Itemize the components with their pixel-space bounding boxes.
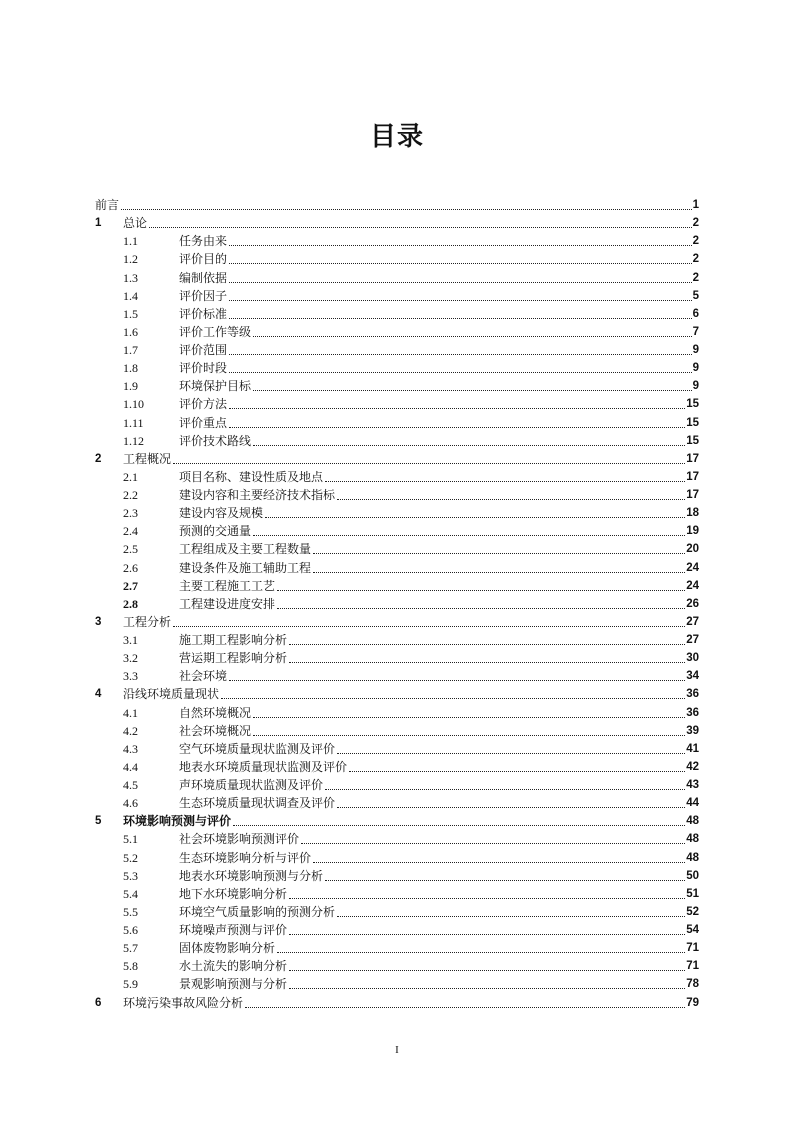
dot-leader [277, 590, 685, 591]
toc-entry-line [179, 740, 699, 758]
toc-subsection-number: 1.7 [123, 343, 138, 358]
toc-entry-title: 施工期工程影响分析 [179, 633, 288, 648]
toc-entry-title: 工程建设进度安排 [179, 596, 276, 611]
toc-entry-title: 自然环境概况 [179, 705, 252, 720]
dot-leader [337, 499, 685, 500]
toc-entry-title: 建设条件及施工辅助工程 [179, 560, 312, 575]
dot-leader [289, 988, 685, 989]
toc-entry-line [179, 939, 699, 957]
toc-entry-title: 社会环境 [179, 669, 228, 684]
dot-leader [253, 717, 685, 718]
toc-subsection-number: 4.6 [123, 796, 138, 811]
toc-subsection-number: 2.4 [123, 524, 138, 539]
toc-subsection-number: 2.6 [123, 560, 138, 575]
toc-subsection-number: 3.3 [123, 669, 138, 684]
toc-entry-line [179, 232, 699, 250]
toc-subsection-number: 5.8 [123, 959, 138, 974]
toc-entry-line [123, 214, 699, 232]
toc-section-entry[interactable] [95, 812, 699, 830]
dot-leader [313, 572, 685, 573]
toc-subsection-number: 2.1 [123, 469, 138, 484]
toc-entry-line [179, 830, 699, 848]
dot-leader [229, 372, 692, 373]
dot-leader [313, 553, 685, 554]
toc-subsection-entry[interactable] [95, 849, 699, 867]
toc-subsection-number: 1.8 [123, 361, 138, 376]
toc-entry-line [179, 667, 699, 685]
dot-leader [349, 771, 685, 772]
toc-page-number: 71 [686, 960, 699, 973]
toc-subsection-entry[interactable] [95, 504, 699, 522]
toc-entry-title: 环境影响预测与评价 [123, 814, 232, 829]
toc-entry-line [95, 196, 699, 214]
toc-page-number: 39 [686, 724, 699, 737]
toc-page-number: 78 [686, 978, 699, 991]
toc-subsection-entry[interactable] [95, 830, 699, 848]
toc-subsection-number: 5.6 [123, 923, 138, 938]
toc-subsection-number: 1.4 [123, 288, 138, 303]
toc-subsection-entry[interactable] [95, 232, 699, 250]
toc-entry-line [179, 921, 699, 939]
toc-page-number: 30 [686, 652, 699, 665]
toc-entry-line [179, 758, 699, 776]
dot-leader [289, 934, 685, 935]
table-of-contents [95, 196, 699, 1012]
dot-leader [253, 336, 692, 337]
toc-page-number: 9 [692, 344, 699, 357]
dot-leader [313, 862, 685, 863]
toc-subsection-number: 4.4 [123, 759, 138, 774]
toc-page-number: 27 [686, 615, 699, 628]
toc-entry-line [179, 504, 699, 522]
toc-page-number: 41 [686, 742, 699, 755]
toc-entry-title: 评价因子 [179, 288, 228, 303]
toc-entry-title: 地表水环境影响预测与分析 [179, 868, 324, 883]
toc-subsection-number: 1.10 [123, 397, 144, 412]
toc-subsection-entry[interactable] [95, 486, 699, 504]
toc-subsection-number: 3.2 [123, 651, 138, 666]
toc-subsection-entry[interactable] [95, 649, 699, 667]
toc-subsection-entry[interactable] [95, 758, 699, 776]
toc-subsection-entry[interactable] [95, 631, 699, 649]
toc-entry-title: 评价工作等级 [179, 324, 252, 339]
toc-entry-line [179, 559, 699, 577]
dot-leader [325, 789, 685, 790]
toc-page-number: 15 [686, 434, 699, 447]
toc-page-number: 44 [686, 797, 699, 810]
toc-entry-line [179, 305, 699, 323]
toc-subsection-entry[interactable] [95, 885, 699, 903]
toc-entry-title: 营运期工程影响分析 [179, 651, 288, 666]
toc-subsection-entry[interactable] [95, 359, 699, 377]
toc-subsection-number: 1.5 [123, 306, 138, 321]
dot-leader [325, 880, 685, 881]
toc-subsection-number: 2.8 [123, 596, 138, 611]
toc-subsection-number: 5.1 [123, 832, 138, 847]
toc-entry-line [179, 486, 699, 504]
dot-leader [337, 916, 685, 917]
toc-subsection-entry[interactable] [95, 667, 699, 685]
toc-entry-title: 评价重点 [179, 415, 228, 430]
toc-entry-line [179, 414, 699, 432]
toc-subsection-entry[interactable] [95, 341, 699, 359]
toc-entry-line [179, 522, 699, 540]
toc-page-number: 71 [686, 942, 699, 955]
toc-entry-line [179, 468, 699, 486]
toc-page-number: 42 [686, 760, 699, 773]
toc-entry-line [123, 450, 699, 468]
toc-page-number: 6 [692, 307, 699, 320]
toc-entry-line [179, 323, 699, 341]
toc-subsection-number: 5.5 [123, 904, 138, 919]
toc-entry-title: 景观影响预测与分析 [179, 977, 288, 992]
dot-leader [265, 517, 685, 518]
toc-entry-title: 生态环境影响分析与评价 [179, 850, 312, 865]
dot-leader [233, 825, 685, 826]
toc-subsection-number: 4.3 [123, 741, 138, 756]
dot-leader [173, 626, 685, 627]
toc-subsection-number: 4.2 [123, 723, 138, 738]
toc-entry-title: 社会环境概况 [179, 723, 252, 738]
toc-entry-title: 评价时段 [179, 361, 228, 376]
dot-leader [277, 952, 685, 953]
toc-subsection-entry[interactable] [95, 269, 699, 287]
toc-entry-title: 项目名称、建设性质及地点 [179, 469, 324, 484]
toc-page-number: 34 [686, 670, 699, 683]
toc-subsection-entry[interactable] [95, 740, 699, 758]
toc-entry-title: 社会环境影响预测评价 [179, 832, 300, 847]
dot-leader [277, 608, 685, 609]
toc-entry-line [179, 250, 699, 268]
toc-page-number: 17 [686, 452, 699, 465]
toc-subsection-entry[interactable] [95, 468, 699, 486]
toc-page-number: 20 [686, 543, 699, 556]
toc-subsection-entry[interactable] [95, 414, 699, 432]
dot-leader [173, 463, 685, 464]
dot-leader [229, 282, 692, 283]
toc-entry-title: 评价范围 [179, 343, 228, 358]
page-title: 目录 [369, 122, 424, 152]
toc-entry-title: 编制依据 [179, 270, 228, 285]
toc-entry-title: 评价方法 [179, 397, 228, 412]
toc-subsection-number: 1.12 [123, 433, 144, 448]
toc-page-number: 24 [686, 579, 699, 592]
toc-subsection-number: 1.1 [123, 234, 138, 249]
dot-leader [229, 427, 685, 428]
toc-section-number: 6 [95, 996, 102, 1009]
toc-page-number: 15 [686, 398, 699, 411]
toc-entry-title: 沿线环境质量现状 [123, 687, 220, 702]
toc-subsection-entry[interactable] [95, 939, 699, 957]
toc-entry-line [179, 957, 699, 975]
toc-page-number: 18 [686, 507, 699, 520]
toc-section-number: 3 [95, 615, 102, 628]
dot-leader [253, 390, 692, 391]
toc-page-number: 24 [686, 561, 699, 574]
toc-entry-title: 地表水环境质量现状监测及评价 [179, 759, 348, 774]
page-number-footer: I [395, 1044, 399, 1056]
toc-entry-title: 工程分析 [123, 614, 172, 629]
dot-leader [325, 481, 685, 482]
toc-subsection-number: 1.6 [123, 324, 138, 339]
toc-subsection-number: 1.3 [123, 270, 138, 285]
toc-entry-line [179, 849, 699, 867]
toc-subsection-number: 5.4 [123, 886, 138, 901]
toc-page-number: 17 [686, 470, 699, 483]
toc-page-number: 15 [686, 416, 699, 429]
toc-entry-line [179, 704, 699, 722]
toc-entry-line [179, 577, 699, 595]
toc-subsection-number: 1.11 [123, 415, 144, 430]
toc-entry-line [123, 685, 699, 703]
toc-preface-entry[interactable] [95, 196, 699, 214]
dot-leader [149, 227, 692, 228]
toc-subsection-entry[interactable] [95, 595, 699, 613]
toc-section-entry[interactable] [95, 450, 699, 468]
toc-entry-line [179, 595, 699, 613]
toc-subsection-number: 5.7 [123, 941, 138, 956]
toc-entry-title: 建设内容及规模 [179, 506, 264, 521]
dot-leader [289, 662, 685, 663]
toc-section-entry[interactable] [95, 214, 699, 232]
toc-subsection-entry[interactable] [95, 903, 699, 921]
toc-subsection-number: 2.7 [123, 578, 138, 593]
toc-entry-line [179, 359, 699, 377]
toc-subsection-entry[interactable] [95, 776, 699, 794]
toc-section-number: 4 [95, 688, 102, 701]
toc-subsection-entry[interactable] [95, 559, 699, 577]
toc-subsection-entry[interactable] [95, 867, 699, 885]
toc-entry-line [179, 432, 699, 450]
toc-subsection-entry[interactable] [95, 432, 699, 450]
toc-page-number: 48 [686, 833, 699, 846]
toc-entry-line [179, 975, 699, 993]
toc-subsection-entry[interactable] [95, 957, 699, 975]
toc-subsection-number: 4.1 [123, 705, 138, 720]
toc-entry-line [179, 287, 699, 305]
toc-subsection-entry[interactable] [95, 323, 699, 341]
toc-entry-title: 工程概况 [123, 451, 172, 466]
toc-page-number: 1 [692, 199, 699, 212]
toc-subsection-entry[interactable] [95, 722, 699, 740]
toc-subsection-entry[interactable] [95, 540, 699, 558]
dot-leader [245, 1007, 685, 1008]
toc-entry-title: 固体废物影响分析 [179, 941, 276, 956]
toc-section-entry[interactable] [95, 994, 699, 1012]
dot-leader [121, 209, 692, 210]
toc-entry-title: 预测的交通量 [179, 524, 252, 539]
toc-entry-title: 总论 [123, 216, 148, 231]
dot-leader [229, 408, 685, 409]
toc-entry-line [179, 540, 699, 558]
toc-subsection-number: 5.2 [123, 850, 138, 865]
toc-subsection-number: 5.3 [123, 868, 138, 883]
dot-leader [253, 445, 685, 446]
toc-subsection-entry[interactable] [95, 522, 699, 540]
dot-leader [301, 843, 685, 844]
toc-section-number: 5 [95, 815, 102, 828]
toc-entry-title: 环境污染事故风险分析 [123, 995, 244, 1010]
toc-entry-title: 评价目的 [179, 252, 228, 267]
toc-subsection-entry[interactable] [95, 395, 699, 413]
toc-subsection-entry[interactable] [95, 287, 699, 305]
toc-page-number: 52 [686, 905, 699, 918]
toc-section-entry[interactable] [95, 685, 699, 703]
dot-leader [289, 970, 685, 971]
toc-entry-line [179, 269, 699, 287]
toc-subsection-number: 2.5 [123, 542, 138, 557]
toc-entry-line [179, 649, 699, 667]
dot-leader [229, 300, 692, 301]
toc-entry-title: 工程组成及主要工程数量 [179, 542, 312, 557]
toc-subsection-number: 1.2 [123, 252, 138, 267]
toc-entry-title: 环境噪声预测与评价 [179, 923, 288, 938]
toc-entry-line [179, 631, 699, 649]
toc-page-number: 2 [692, 235, 699, 248]
toc-page-number: 36 [686, 706, 699, 719]
toc-subsection-number: 4.5 [123, 778, 138, 793]
toc-page-number: 5 [692, 289, 699, 302]
toc-entry-line [123, 994, 699, 1012]
toc-section-entry[interactable] [95, 613, 699, 631]
toc-page-number: 48 [686, 815, 699, 828]
toc-entry-title: 环境空气质量影响的预测分析 [179, 904, 336, 919]
toc-entry-title: 声环境质量现状监测及评价 [179, 778, 324, 793]
toc-page-number: 2 [692, 217, 699, 230]
toc-entry-line [179, 794, 699, 812]
dot-leader [289, 644, 685, 645]
toc-subsection-entry[interactable] [95, 577, 699, 595]
toc-page-number: 51 [686, 887, 699, 900]
toc-subsection-number: 1.9 [123, 379, 138, 394]
dot-leader [229, 354, 692, 355]
dot-leader [229, 680, 685, 681]
toc-entry-line [179, 776, 699, 794]
dot-leader [253, 735, 685, 736]
toc-entry-line [179, 395, 699, 413]
toc-entry-title: 环境保护目标 [179, 379, 252, 394]
toc-entry-title: 建设内容和主要经济技术指标 [179, 488, 336, 503]
toc-subsection-number: 2.2 [123, 488, 138, 503]
toc-subsection-entry[interactable] [95, 975, 699, 993]
toc-page-number: 43 [686, 779, 699, 792]
toc-subsection-entry[interactable] [95, 377, 699, 395]
toc-entry-title: 生态环境质量现状调查及评价 [179, 796, 336, 811]
dot-leader [221, 698, 685, 699]
toc-entry-line [123, 613, 699, 631]
toc-entry-title: 主要工程施工工艺 [179, 578, 276, 593]
toc-subsection-entry[interactable] [95, 250, 699, 268]
toc-page-number: 2 [692, 271, 699, 284]
toc-entry-title: 地下水环境影响分析 [179, 886, 288, 901]
toc-page-number: 27 [686, 634, 699, 647]
toc-entry-line [123, 812, 699, 830]
toc-page-number: 2 [692, 253, 699, 266]
toc-entry-title: 评价技术路线 [179, 433, 252, 448]
toc-page-number: 50 [686, 869, 699, 882]
toc-entry-line [179, 722, 699, 740]
toc-entry-title: 空气环境质量现状监测及评价 [179, 741, 336, 756]
dot-leader [229, 245, 692, 246]
toc-subsection-entry[interactable] [95, 794, 699, 812]
toc-page-number: 19 [686, 525, 699, 538]
toc-subsection-number: 3.1 [123, 633, 138, 648]
toc-page-number: 36 [686, 688, 699, 701]
toc-entry-line [179, 377, 699, 395]
toc-page-number: 7 [692, 325, 699, 338]
toc-page-number: 9 [692, 362, 699, 375]
toc-subsection-number: 2.3 [123, 506, 138, 521]
toc-section-number: 2 [95, 452, 102, 465]
toc-entry-line [179, 867, 699, 885]
dot-leader [337, 807, 685, 808]
toc-entry-line [179, 903, 699, 921]
dot-leader [229, 318, 692, 319]
dot-leader [289, 898, 685, 899]
toc-subsection-entry[interactable] [95, 704, 699, 722]
dot-leader [253, 535, 685, 536]
toc-subsection-number: 5.9 [123, 977, 138, 992]
toc-subsection-entry[interactable] [95, 921, 699, 939]
toc-entry-title: 任务由来 [179, 234, 228, 249]
toc-page-number: 48 [686, 851, 699, 864]
toc-entry-title: 水土流失的影响分析 [179, 959, 288, 974]
toc-subsection-entry[interactable] [95, 305, 699, 323]
toc-page-number: 9 [692, 380, 699, 393]
toc-entry-line [179, 341, 699, 359]
toc-page-number: 54 [686, 924, 699, 937]
toc-page-number: 79 [686, 996, 699, 1009]
toc-page-number: 17 [686, 489, 699, 502]
toc-entry-title: 前言 [95, 198, 120, 213]
toc-section-number: 1 [95, 217, 102, 230]
toc-page-number: 26 [686, 597, 699, 610]
dot-leader [337, 753, 685, 754]
toc-entry-title: 评价标准 [179, 306, 228, 321]
dot-leader [229, 263, 692, 264]
toc-entry-line [179, 885, 699, 903]
